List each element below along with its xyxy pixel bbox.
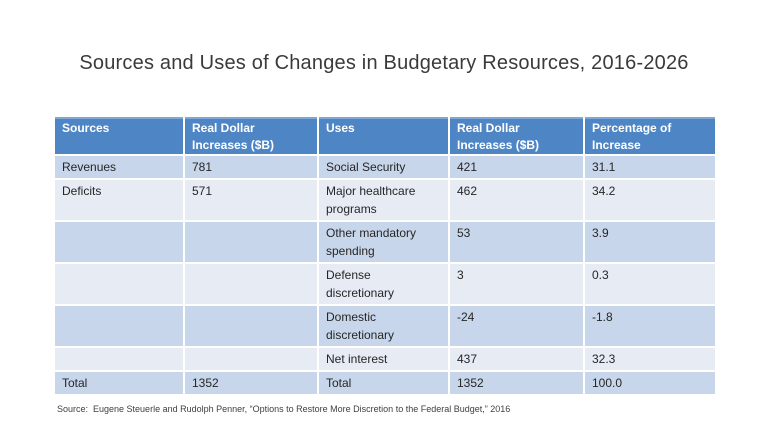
- table-row-total: [54, 371, 716, 395]
- slide-title: Sources and Uses of Changes in Budgetary Resources, 2016-2026: [79, 52, 689, 74]
- column-header-sources: Sources: [54, 116, 184, 155]
- table-cell: Revenues: [54, 155, 184, 179]
- table-row-net-interest: [54, 347, 716, 371]
- table-cell: [54, 263, 184, 305]
- table-row-deficits: [54, 179, 716, 221]
- source-note: Source: Eugene Steuerle and Rudolph Penner, “Options to Restore More Discretion to the Federal Budget,” 2016: [57, 404, 511, 414]
- table-cell: [54, 221, 184, 263]
- table-cell: 1352: [449, 371, 584, 395]
- table-cell: 462: [449, 179, 584, 221]
- table-cell: 32.3: [584, 347, 716, 371]
- table-cell: -1.8: [584, 305, 716, 347]
- table-cell: 3.9: [584, 221, 716, 263]
- table-cell: Domestic discretionary: [318, 305, 449, 347]
- column-header-real-dollar-uses: Real Dollar Increases ($B): [449, 116, 584, 155]
- header-row: [54, 116, 716, 155]
- table-cell: 1352: [184, 371, 318, 395]
- table-cell: Deficits: [54, 179, 184, 221]
- table-row-revenues: [54, 155, 716, 179]
- table-cell: [54, 347, 184, 371]
- table-cell: [184, 305, 318, 347]
- column-header-real-dollar-sources: Real Dollar Increases ($B): [184, 116, 318, 155]
- table-cell: -24: [449, 305, 584, 347]
- table-cell: [54, 305, 184, 347]
- table-cell: 421: [449, 155, 584, 179]
- table-cell: Other mandatory spending: [318, 221, 449, 263]
- table-cell: 3: [449, 263, 584, 305]
- table-row-defense-discretionary: [54, 263, 716, 305]
- table-cell: 0.3: [584, 263, 716, 305]
- table-cell: [184, 221, 318, 263]
- table-cell: 31.1: [584, 155, 716, 179]
- table-cell: 571: [184, 179, 318, 221]
- table-row-domestic-discretionary: [54, 305, 716, 347]
- table-cell: 781: [184, 155, 318, 179]
- budget-table: [53, 115, 717, 396]
- table-cell: Net interest: [318, 347, 449, 371]
- table-cell: [184, 347, 318, 371]
- column-header-uses: Uses: [318, 116, 449, 155]
- table-cell: 437: [449, 347, 584, 371]
- table-cell: 53: [449, 221, 584, 263]
- table-cell: Total: [318, 371, 449, 395]
- table-cell: Major healthcare programs: [318, 179, 449, 221]
- table-cell: Defense discretionary: [318, 263, 449, 305]
- column-header-percentage: Percentage of Increase: [584, 116, 716, 155]
- table-cell: 34.2: [584, 179, 716, 221]
- table-cell: [184, 263, 318, 305]
- table-cell: 100.0: [584, 371, 716, 395]
- table-row-other-mandatory: [54, 221, 716, 263]
- table-cell: Social Security: [318, 155, 449, 179]
- table-cell: Total: [54, 371, 184, 395]
